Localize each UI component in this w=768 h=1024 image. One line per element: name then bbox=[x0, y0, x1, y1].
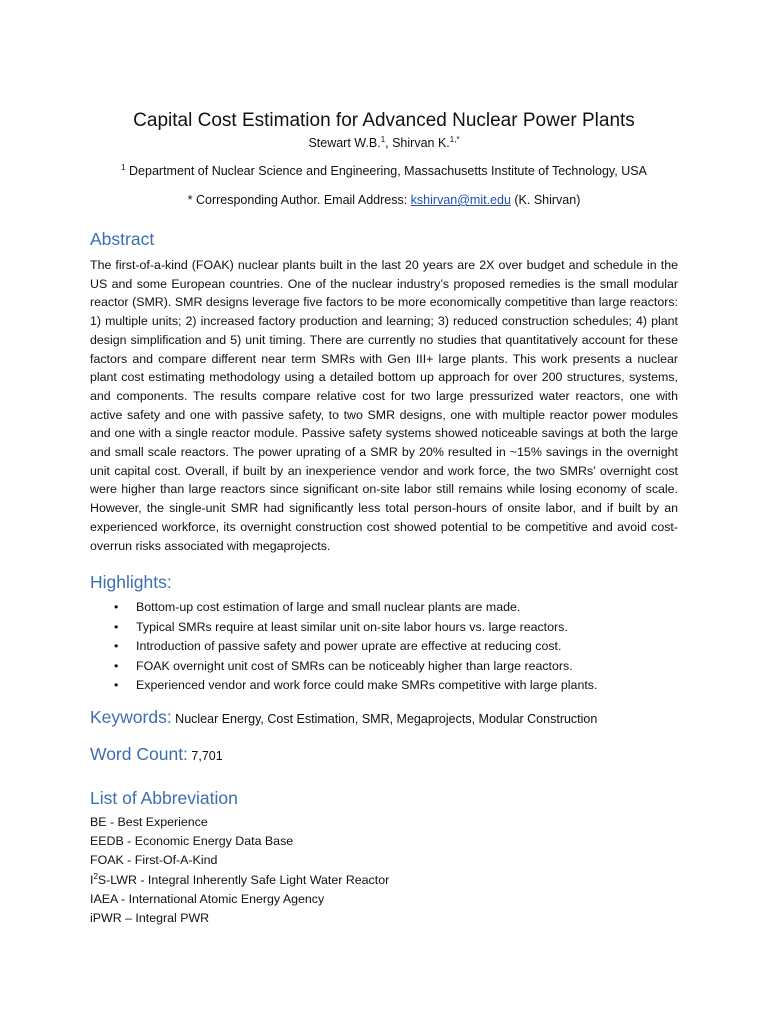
list-item bbox=[90, 618, 597, 638]
list-item bbox=[90, 676, 597, 696]
list-item bbox=[90, 598, 597, 618]
word-count-value: 7,701 bbox=[187, 749, 223, 763]
highlight-text: FOAK overnight unit cost of SMRs can be noticeably higher than large reactors. bbox=[136, 658, 573, 673]
highlight-text: Bottom-up cost estimation of large and small nuclear plants are made. bbox=[136, 600, 521, 614]
email-link[interactable]: kshirvan@mit.edu bbox=[410, 193, 511, 207]
highlights-list bbox=[90, 598, 597, 696]
bullet: • bbox=[114, 639, 119, 654]
list-item: BE - Best Experience bbox=[90, 815, 208, 829]
author-line bbox=[0, 136, 768, 150]
affiliation-text: Department of Nuclear Science and Engineering, Massachusetts Institute of Technology, USA bbox=[125, 164, 647, 178]
list-item bbox=[90, 637, 597, 657]
highlight-text: Experienced vendor and work force could make SMRs competitive with large plants. bbox=[136, 678, 598, 693]
abstract-body: The first-of-a-kind (FOAK) nuclear plants built in the last 20 years are 2X over budget and schedule in the US and some European countries. One of the nuclear industry’s proposed remedies is the small modular reactor (SMR). SMR designs leverage five factors to be more economically competitive than large reactors: 1) multiple units; 2) increased factory production and learning; 3) reduced construction schedules; 4) plant design simplification and 5) unit timing. There are currently no studies that quantitatively account for these factors and compare different near term SMRs with Gen III+ large plants. This work presents a nuclear plant cost estimating methodology using a detailed bottom up approach for over 200 structures, systems, and components. The results compare relative cost for two large pressurized water reactors, one with active safety and one with passive safety, to two SMR designs, one with multiple reactor power modules and one with a single reactor module. Passive safety systems showed noticeable savings at both the large and small scale reactors. The power uprating of a SMR by 20% resulted in ~15% savings in the overnight unit capital cost. Overall, if built by an inexperience vendor and work force, the two SMRs’ overnight cost were higher than large reactors since significant on-site labor still remains while losing economy of scale. However, the single-unit SMR had significantly less total person-hours of onsite labor, and if built by an experienced workforce, its overnight construction cost showed potential to be competitive and avoid cost-overrun risks associated with megaprojects. bbox=[90, 258, 678, 553]
corresponding-suffix: (K. Shirvan) bbox=[510, 193, 581, 207]
author-name: Shirvan K. bbox=[392, 136, 450, 150]
author-affiliation-mark: 1 bbox=[380, 135, 386, 144]
corresponding-author-line bbox=[0, 193, 768, 207]
affiliation-mark: 1 bbox=[121, 163, 126, 172]
bullet: • bbox=[114, 600, 119, 614]
highlights-heading: Highlights: bbox=[90, 572, 172, 592]
affiliation-line bbox=[0, 164, 768, 178]
word-count-heading: Word Count: bbox=[90, 744, 188, 764]
bullet: • bbox=[114, 619, 119, 634]
paper-title: Capital Cost Estimation for Advanced Nuclear Power Plants bbox=[133, 110, 635, 131]
bullet: • bbox=[114, 658, 119, 673]
author-name: Stewart W.B. bbox=[308, 136, 381, 150]
keywords-text: Nuclear Energy, Cost Estimation, SMR, Megaprojects, Modular Construction bbox=[171, 712, 598, 726]
list-item: EEDB - Economic Energy Data Base bbox=[90, 834, 294, 849]
list-item bbox=[90, 871, 389, 890]
corresponding-prefix: * Corresponding Author. Email Address: bbox=[187, 193, 411, 207]
author-affiliation-mark: 1,* bbox=[449, 135, 460, 144]
keywords-heading: Keywords: bbox=[90, 707, 172, 727]
abbr-prefix: I bbox=[90, 872, 94, 887]
abbreviations-heading: List of Abbreviation bbox=[90, 788, 238, 808]
list-item: IAEA - International Atomic Energy Agency bbox=[90, 891, 325, 906]
keywords-line bbox=[90, 707, 597, 728]
list-item: iPWR – Integral PWR bbox=[90, 910, 210, 925]
highlight-text: Typical SMRs require at least similar unit on-site labor hours vs. large reactors. bbox=[136, 619, 568, 634]
abbr-text: S-LWR - Integral Inherently Safe Light Water Reactor bbox=[97, 872, 390, 887]
bullet: • bbox=[114, 678, 119, 693]
word-count-line bbox=[90, 744, 223, 765]
list-item: FOAK - First-Of-A-Kind bbox=[90, 853, 218, 868]
list-item bbox=[90, 657, 597, 677]
abbreviations-list bbox=[90, 813, 389, 928]
abstract-heading: Abstract bbox=[90, 229, 155, 249]
author-separator: , bbox=[385, 136, 393, 150]
abbr-superscript: 2 bbox=[93, 871, 98, 881]
highlight-text: Introduction of passive safety and power uprate are effective at reducing cost. bbox=[136, 639, 562, 654]
